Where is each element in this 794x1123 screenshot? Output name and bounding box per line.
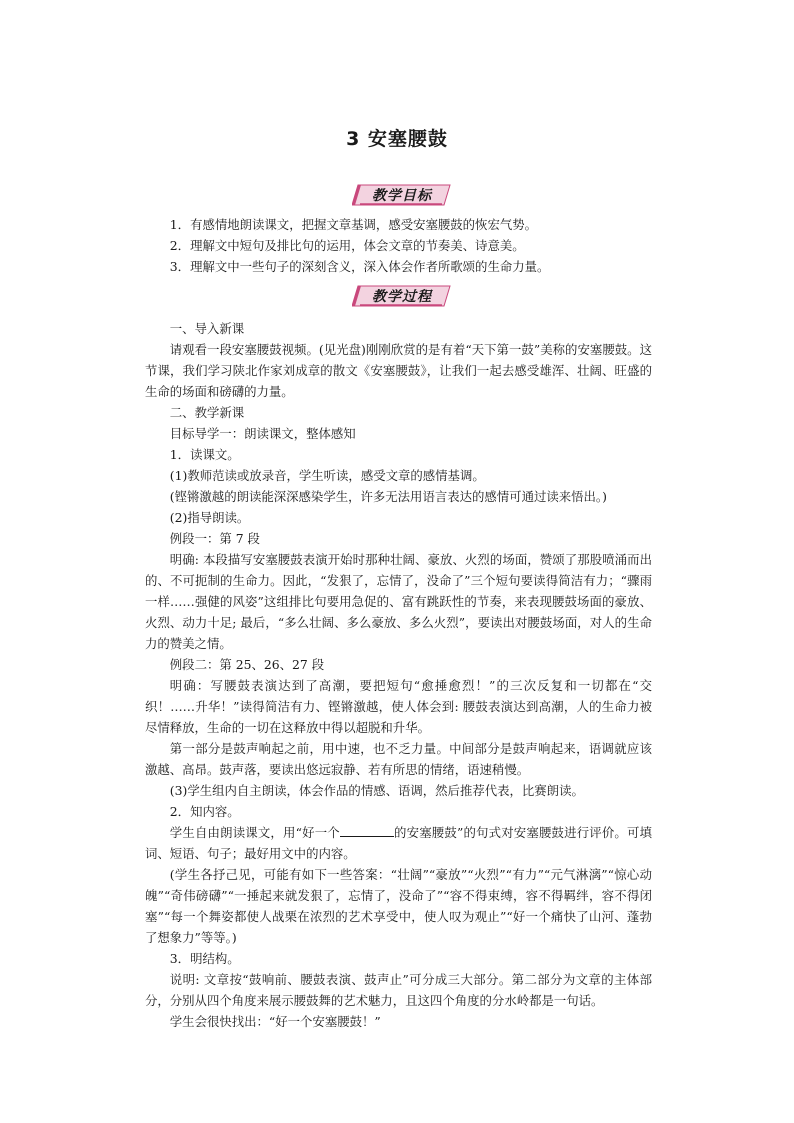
paragraph: 明确: 本段描写安塞腰鼓表演开始时那种壮阔、豪放、火烈的场面，赞颂了那股喷涌而出的、不可扼制的生命力。因此，“发狠了，忘情了，没命了”三个短句要读得简洁有力；“骤雨一样……强健的风姿”这组排比句要用急促的、富有跳跃性的节奏，来表现腰鼓场面的豪放、火烈、动力十足; 最后，“多么壮阔、多么豪放、多么火烈”，要读出对腰鼓场面，对人的生命力的赞美之情。 [145, 552, 652, 651]
task-text-before: 学生自由朗读课文，用“好一个 [169, 825, 340, 840]
heading-new-lesson: 二、教学新课 [169, 405, 245, 420]
section-banner-label: 教学过程 [372, 289, 432, 305]
paragraph: (学生各抒己见，可能有如下一些答案：“壮阔”“豪放”“火烈”“有力”“元气淋漓”“惊心动魄”“奇伟磅礴”“一捶起来就发狠了，忘情了，没命了”“容不得束缚，容不得羁绊，容不得闭塞”“每一个舞姿都使人战栗在浓烈的艺术享受中，使人叹为观止”“好一个痛快了山河、蓬勃了想象力”等等。) [145, 867, 652, 945]
paragraph: (1)教师范读或放录音，学生听读，感受文章的感情基调。 [169, 468, 485, 483]
section-banner-label: 教学目标 [372, 188, 432, 204]
paragraph: 明确：写腰鼓表演达到了高潮，要把短句“愈捶愈烈！”的三次反复和一切都在“交织！……升华！”读得简洁有力、铿锵激越，使人体会到: 腰鼓表演达到高潮，人的生命力被尽情释放，生命的一切在这释放中得以超脱和升华。 [145, 678, 652, 735]
example-heading: 例段一：第 7 段 [169, 531, 260, 546]
paragraph: (铿锵激越的朗读能深深感染学生，许多无法用语言表达的感情可通过读来悟出。) [169, 489, 607, 504]
paragraph [145, 822, 652, 864]
heading-intro: 一、导入新课 [169, 321, 245, 336]
lesson-body [145, 318, 652, 1032]
section-banner-goals [352, 183, 452, 207]
goal-item: 3．理解文中一些句子的深刻含义，深入体会作者所歌颂的生命力量。 [169, 259, 550, 274]
step-heading: 2．知内容。 [169, 804, 240, 819]
step-heading: 3．明结构。 [169, 951, 240, 966]
step-heading: 1．读课文。 [169, 447, 240, 462]
paragraph: (3)学生组内自主朗读，体会作品的情感、语调，然后推荐代表，比赛朗读。 [169, 783, 584, 798]
paragraph: (2)指导朗读。 [169, 510, 250, 525]
paragraph: 第一部分是鼓声响起之前，用中速，也不乏力量。中间部分是鼓声响起来，语调就应该激越、高昂。鼓声落，要读出悠远寂静、若有所思的情绪，语速稍慢。 [145, 741, 652, 777]
goal-heading: 目标导学一：朗读课文，整体感知 [169, 426, 356, 441]
fill-blank [340, 822, 394, 837]
goal-item: 2．理解文中短句及排比句的运用，体会文章的节奏美、诗意美。 [169, 238, 525, 253]
paragraph: 请观看一段安塞腰鼓视频。(见光盘)刚刚欣赏的是有着“天下第一鼓”美称的安塞腰鼓。这节课，我们学习陕北作家刘成章的散文《安塞腰鼓》，让我们一起去感受雄浑、壮阔、旺盛的生命的场面和磅礴的力量。 [145, 342, 652, 399]
goal-item: 1．有感情地朗读课文，把握文章基调，感受安塞腰鼓的恢宏气势。 [169, 217, 538, 232]
paragraph: 说明: 文章按“鼓响前、腰鼓表演、鼓声止”可分成三大部分。第二部分为文章的主体部分，分别从四个角度来展示腰鼓舞的艺术魅力，且这四个角度的分水岭都是一句话。 [145, 972, 652, 1008]
page-title: 3 安塞腰鼓 [346, 128, 448, 150]
goals-list [145, 214, 652, 277]
section-banner-process [352, 284, 452, 308]
example-heading: 例段二：第 25、26、27 段 [169, 657, 325, 672]
paragraph: 学生会很快找出：“好一个安塞腰鼓！” [169, 1014, 381, 1029]
task-text-after: 的安塞腰鼓”的句式对安塞腰鼓进行评价。可填词、短语、句子；最好用文中的内容。 [145, 825, 652, 861]
